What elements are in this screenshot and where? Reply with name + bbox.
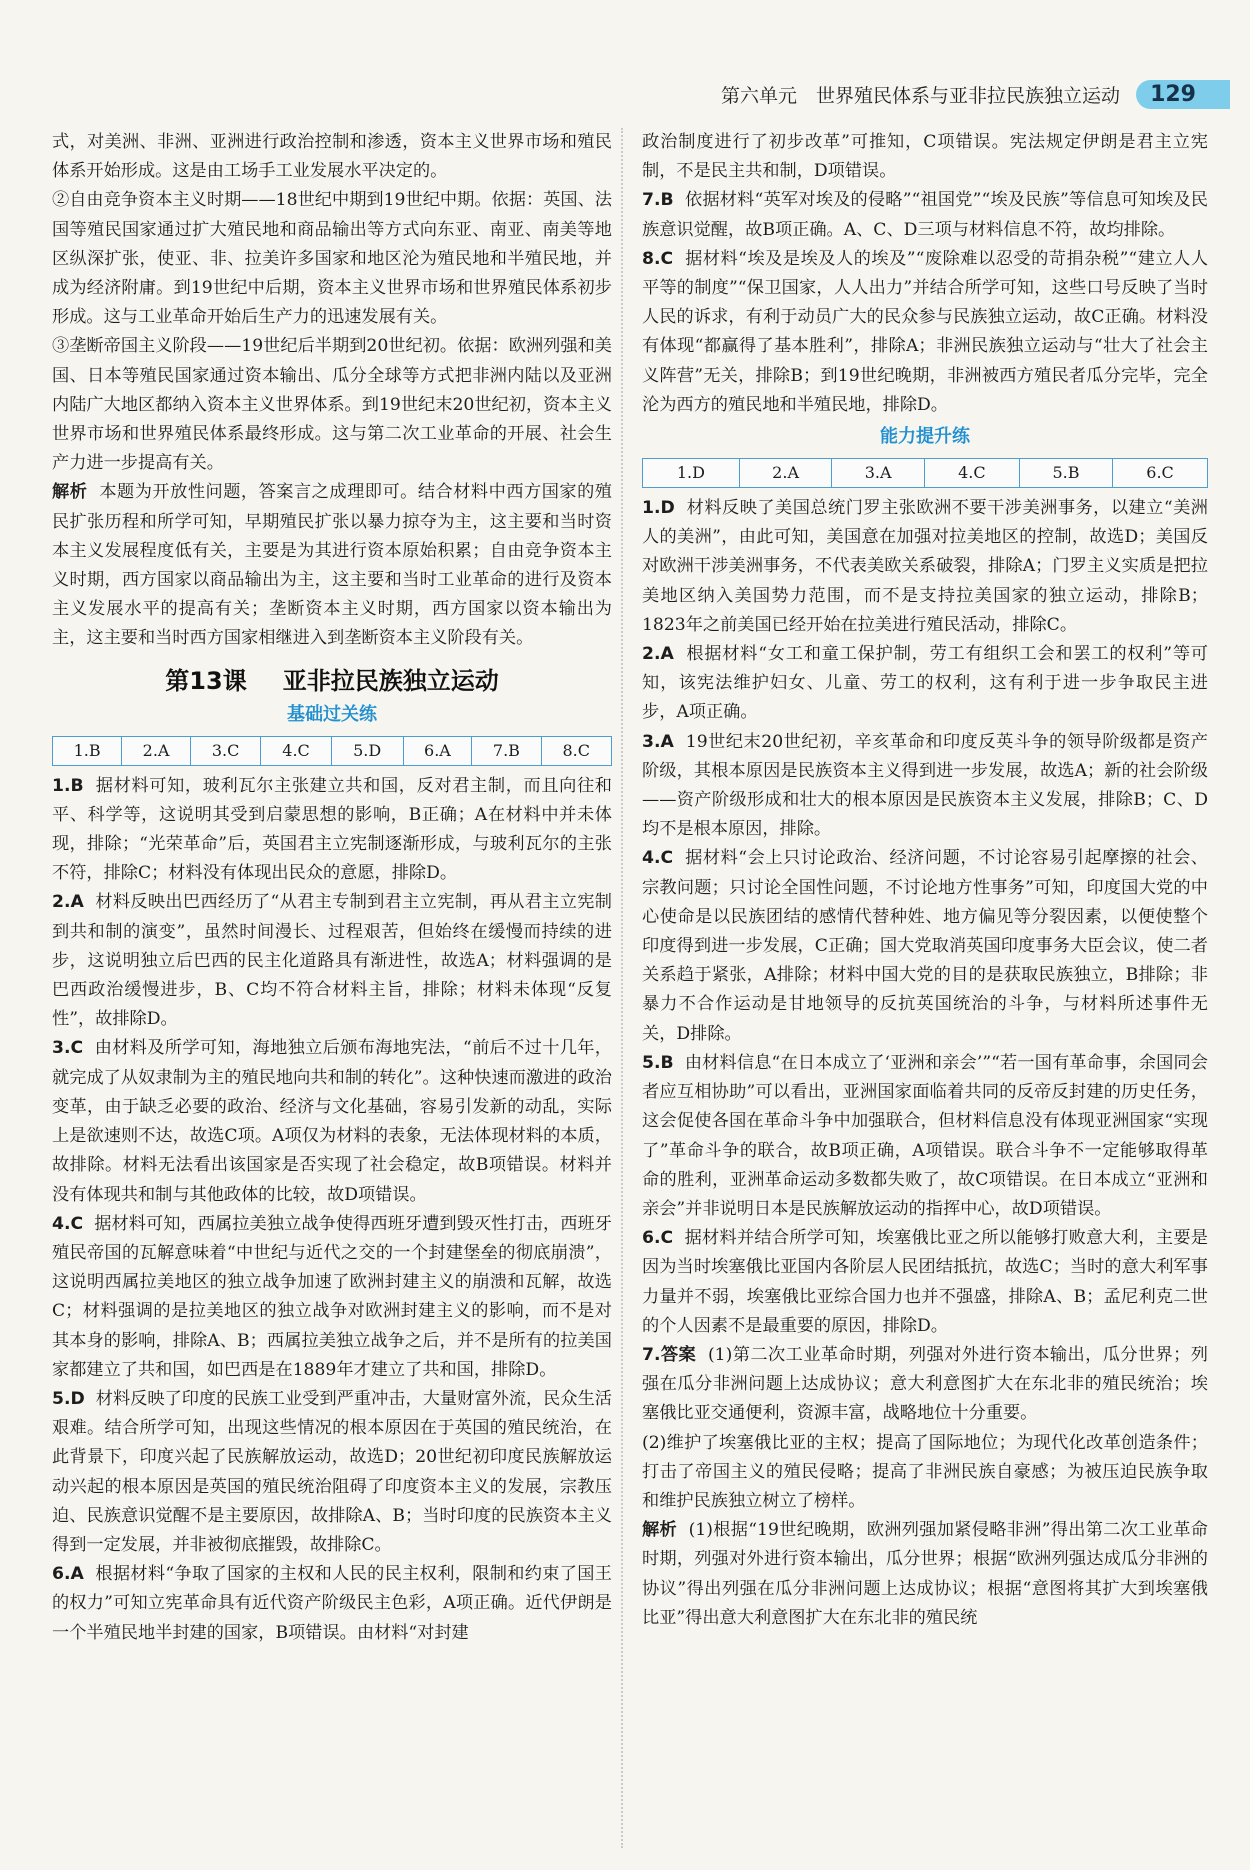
item-number: 1.B bbox=[52, 775, 84, 796]
item-number: 3.C bbox=[52, 1038, 84, 1059]
item-text: 根据材料“女工和童工保护制，劳工有组织工会和罢工的权利”等可知，该宪法维护妇女、儿童、劳工的权利，这有利于进一步争取民主进步，A项正确。 bbox=[642, 644, 1208, 723]
item-number: 3.A bbox=[642, 731, 674, 752]
item-text: 材料反映出巴西经历了“从君主专制到君主立宪制，再从君主立宪制到共和制的演变”，虽然时间漫长、过程艰苦，但始终在缓慢而持续的进步，这说明独立后巴西的民主化道路具有渐进性，故选A；材料强调的是巴西政治缓慢进步，B、C均不符合材料主旨，排除；材料未体现“反复性”，故排除D。 bbox=[52, 892, 612, 1030]
analysis-paragraph bbox=[52, 478, 612, 653]
answer-cell: 8.C bbox=[541, 736, 611, 765]
lesson-title bbox=[52, 664, 612, 698]
answer-cell: 5.B bbox=[1019, 459, 1112, 488]
item-number: 8.C bbox=[642, 248, 674, 269]
answer-item bbox=[52, 888, 612, 1034]
right-column bbox=[642, 128, 1208, 1633]
item-number: 5.D bbox=[52, 1388, 85, 1409]
item-number: 7. bbox=[642, 1344, 661, 1365]
answer-cell: 1.D bbox=[643, 459, 740, 488]
answer-item bbox=[642, 844, 1208, 1048]
item-number: 2.A bbox=[52, 892, 84, 913]
item-number: 5.B bbox=[642, 1052, 674, 1073]
item-number: 4.C bbox=[642, 848, 674, 869]
answer-cell: 2.A bbox=[739, 459, 832, 488]
analysis-text: 本题为开放性问题，答案言之成理即可。结合材料中西方国家的殖民扩张历程和所学可知，早期殖民扩张以暴力掠夺为主，这主要和当时资本主义发展程度低有关，主要是为其进行资本原始积累；自由竞争资本主义时期，西方国家以商品输出为主，这主要和当时工业革命的进行及资本主义发展水平的提高有关；垄断资本主义时期，西方国家以资本输出为主，这主要和当时西方国家相继进入到垄断资本主义阶段有关。 bbox=[52, 482, 612, 649]
item-text: 19世纪末20世纪初，辛亥革命和印度反英斗争的领导阶级都是资产阶级，其根本原因是民族资本主义得到进一步发展，故选A；新的社会阶级——资产阶级形成和壮大的根本原因是民族资本主义发展，排除B；C、D均不是根本原因，排除。 bbox=[642, 731, 1208, 840]
item-number: 7.B bbox=[642, 190, 674, 211]
answer-cell: 6.A bbox=[403, 736, 472, 765]
intro-paragraph: 式，对美洲、非洲、亚洲进行政治控制和渗透，资本主义世界市场和殖民体系开始形成。这是由工场手工业发展水平决定的。 bbox=[52, 132, 612, 182]
answer-cell: 6.C bbox=[1113, 459, 1208, 488]
continued-paragraph: 政治制度进行了初步改革”可推知，C项错误。宪法规定伊朗是君主立宪制，不是民主共和制，D项错误。 bbox=[642, 132, 1208, 182]
answer-item bbox=[642, 186, 1208, 244]
answer-item bbox=[52, 1560, 612, 1648]
item-text: 由材料及所学可知，海地独立后颁布海地宪法，“前后不过十几年，就完成了从奴隶制为主的殖民地向共和制的转化”。这种快速而激进的政治变革，由于缺乏必要的政治、经济与文化基础，容易引发新的动乱，实际上是欲速则不达，故选C项。A项仅为材料的表象，无法体现材料的本质，故排除。材料无法看出该国家是否实现了社会稳定，故B项错误。材料并没有体现共和制与其他政体的比较，故D项错误。 bbox=[52, 1038, 612, 1205]
item-text: 据材料可知，西属拉美独立战争使得西班牙遭到毁灭性打击，西班牙殖民帝国的瓦解意味着“中世纪与近代之交的一个封建堡垒的彻底崩溃”，这说明西属拉美地区的独立战争加速了欧洲封建主义的崩溃和瓦解，故选C；材料强调的是拉美地区的独立战争对欧洲封建主义的影响，而不是对其本身的影响，排除A、B；西属拉美独立战争之后，并不是所有的拉美国家都建立了共和国，如巴西是在1889年才建立了共和国，排除D。 bbox=[52, 1213, 612, 1380]
answer-item bbox=[52, 772, 612, 889]
item-number: 6.A bbox=[52, 1564, 84, 1585]
item-number: 4.C bbox=[52, 1213, 84, 1234]
item-text: 由材料信息“在日本成立了‘亚洲和亲会’”“若一国有革命事，余国同会者应互相协助”可以看出，亚洲国家面临着共同的反帝反封建的历史任务，这会促使各国在革命斗争中加强联合，但材料信息没有体现亚洲国家“实现了”革命斗争的联合，故B项正确，A项错误。联合斗争不一定能够取得革命的胜利，亚洲革命运动多数都失败了，故C项错误。在日本成立“亚洲和亲会”并非说明日本是民族解放运动的指挥中心，故D项错误。 bbox=[642, 1052, 1208, 1219]
answer-cell: 7.B bbox=[472, 736, 541, 765]
item-text: 依据材料“英军对埃及的侵略”“祖国党”“埃及民族”等信息可知埃及民族意识觉醒，故B项正确。A、C、D三项与材料信息不符，故均排除。 bbox=[642, 190, 1208, 240]
unit-title: 第六单元 世界殖民体系与亚非拉民族独立运动 bbox=[721, 84, 1121, 107]
answer-item bbox=[52, 1210, 612, 1385]
answer-item bbox=[52, 1385, 612, 1560]
item-text: 材料反映了印度的民族工业受到严重冲击，大量财富外流，民众生活艰难。结合所学可知，出现这些情况的根本原因在于英国的殖民统治，在此背景下，印度兴起了民族解放运动，故选D；20世纪初印度民族解放运动兴起的根本原因是英国的殖民统治阻碍了印度资本主义的发展，宗教压迫、民族意识觉醒不是主要原因，故排除A、B；当时印度的民族资本主义得到一定发展，并非被彻底摧毁，故排除C。 bbox=[52, 1388, 612, 1555]
intro-paragraph: ②自由竞争资本主义时期——18世纪中期到19世纪中期。依据：英国、法国等殖民国家通过扩大殖民地和商品输出等方式向东亚、南亚、南美等地区纵深扩张，使亚、非、拉美许多国家和地区沦为殖民地和半殖民地，并成为经济附庸。到19世纪中后期，资本主义世界市场和世界殖民体系初步形成。这与工业革命开始后生产力的迅速发展有关。 bbox=[52, 190, 612, 328]
item-text: 据材料“埃及是埃及人的埃及”“废除难以忍受的苛捐杂税”“建立人人平等的制度”“保卫国家，人人出力”并结合所学可知，这些口号反映了当时人民的诉求，有利于动员广大的民众参与民族独立运动，故C正确。材料没有体现“都赢得了基本胜利”，排除A；非洲民族独立运动与“壮大了社会主义阵营”无关，排除B；到19世纪晚期，非洲被西方殖民者瓜分完毕，完全沦为西方的殖民地和半殖民地，排除D。 bbox=[642, 248, 1209, 415]
item-text: 材料反映了美国总统门罗主张欧洲不要干涉美洲事务，以建立“美洲人的美洲”，由此可知，美国意在加强对拉美地区的控制，故选D；美国反对欧洲干涉美洲事务，不代表美欧关系破裂，排除A；门罗主义实质是把拉美地区纳入美国势力范围，而不是支持拉美国家的独立运动，排除B；1823年之前美国已经开始在拉美进行殖民活动，排除C。 bbox=[642, 498, 1208, 635]
answer-cell: 3.A bbox=[832, 459, 925, 488]
answer-item bbox=[642, 728, 1208, 845]
question-7-answer bbox=[642, 1341, 1208, 1429]
analysis-label: 解析 bbox=[642, 1520, 678, 1541]
answer-table-basic bbox=[52, 736, 612, 766]
page-header bbox=[721, 76, 1230, 112]
item-text: 据材料“会上只讨论政治、经济问题，不讨论容易引起摩擦的社会、宗教问题；只讨论全国性问题，不讨论地方性事务”可知，印度国大党的中心使命是以民族团结的感情代替种姓、地方偏见等分裂因素，以便使整个印度得到进一步发展，C正确；国大党取消英国印度事务大臣会议，使二者关系趋于紧张，A排除；材料中国大党的目的是获取民族独立，B排除；非暴力不合作运动是甘地领导的反抗英国统治的斗争，与材料所述事件无关，D排除。 bbox=[642, 848, 1208, 1044]
analysis-label: 解析 bbox=[52, 482, 88, 503]
left-column bbox=[52, 128, 612, 1648]
answer-cell: 5.D bbox=[331, 736, 403, 765]
answer-item bbox=[642, 1224, 1208, 1341]
question-7-analysis bbox=[642, 1516, 1208, 1633]
lesson-name: 亚非拉民族独立运动 bbox=[282, 666, 499, 695]
answer-cell: 1.B bbox=[53, 736, 122, 765]
item-number: 1.D bbox=[642, 498, 675, 519]
answer-cell: 4.C bbox=[924, 459, 1019, 488]
item-text: 据材料可知，玻利瓦尔主张建立共和国，反对君主制，而且向往和平、科学等，这说明其受到启蒙思想的影响，B正确；A在材料中并未体现，排除；“光荣革命”后，英国君主立宪制逐渐形成，与玻利瓦尔的主张不符，排除C；材料没有体现出民众的意愿，排除D。 bbox=[52, 775, 612, 884]
column-divider bbox=[621, 128, 623, 1848]
answer-item bbox=[642, 1049, 1208, 1224]
lesson-number: 第13课 bbox=[165, 666, 247, 695]
answer-part-2: (2)维护了埃塞俄比亚的主权；提高了国际地位；为现代化改革创造条件；打击了帝国主义的殖民侵略；提高了非洲民族自豪感；为被压迫民族争取和维护民族独立树立了榜样。 bbox=[642, 1432, 1208, 1511]
item-text: 根据材料“争取了国家的主权和人民的民主权利，限制和约束了国王的权力”可知立宪革命具有近代资产阶级民主色彩，A项正确。近代伊朗是一个半殖民地半封建的国家，B项错误。由材料“对封建 bbox=[52, 1564, 612, 1643]
intro-paragraph: ③垄断帝国主义阶段——19世纪后半期到20世纪初。依据：欧洲列强和美国、日本等殖民国家通过资本输出、瓜分全球等方式把非洲内陆以及亚洲内陆广大地区都纳入资本主义世界体系。到19世纪末20世纪初，资本主义世界市场和世界殖民体系最终形成。这与第二次工业革命的开展、社会生产力进一步提高有关。 bbox=[52, 336, 612, 474]
page-number: 129 bbox=[1136, 80, 1230, 109]
item-text: 据材料并结合所学可知，埃塞俄比亚之所以能够打败意大利，主要是因为当时埃塞俄比亚国内各阶层人民团结抵抗，故选C；当时的意大利军事力量并不弱，埃塞俄比亚综合国力也并不强盛，排除A、B；孟尼利克二世的个人因素不是最重要的原因，排除D。 bbox=[642, 1228, 1208, 1336]
answer-cell: 3.C bbox=[190, 736, 260, 765]
answer-part-1: (1)第二次工业革命时期，列强对外进行资本输出，瓜分世界；列强在瓜分非洲问题上达成协议；意大利意图扩大在东北非的殖民统治；埃塞俄比亚交通便利，资源丰富，战略地位十分重要。 bbox=[642, 1344, 1208, 1424]
analysis-text: (1)根据“19世纪晚期，欧洲列强加紧侵略非洲”得出第二次工业革命时期，列强对外进行资本输出，瓜分世界；根据“欧洲列强达成瓜分非洲的协议”得出列强在瓜分非洲问题上达成协议；根据“意图将其扩大到埃塞俄比亚”得出意大利意图扩大在东北非的殖民统 bbox=[642, 1520, 1208, 1628]
answer-item bbox=[52, 1034, 612, 1209]
answer-cell: 2.A bbox=[122, 736, 191, 765]
section-title-advanced: 能力提升练 bbox=[880, 426, 970, 448]
item-number: 2.A bbox=[642, 644, 674, 665]
answer-item bbox=[642, 640, 1208, 728]
answer-item bbox=[642, 245, 1208, 420]
answer-table-advanced bbox=[642, 458, 1208, 488]
item-number: 6.C bbox=[642, 1228, 674, 1249]
answer-item bbox=[642, 494, 1208, 640]
answer-cell: 4.C bbox=[261, 736, 331, 765]
answer-label: 答案 bbox=[660, 1344, 697, 1365]
section-title-basic: 基础过关练 bbox=[287, 703, 377, 725]
